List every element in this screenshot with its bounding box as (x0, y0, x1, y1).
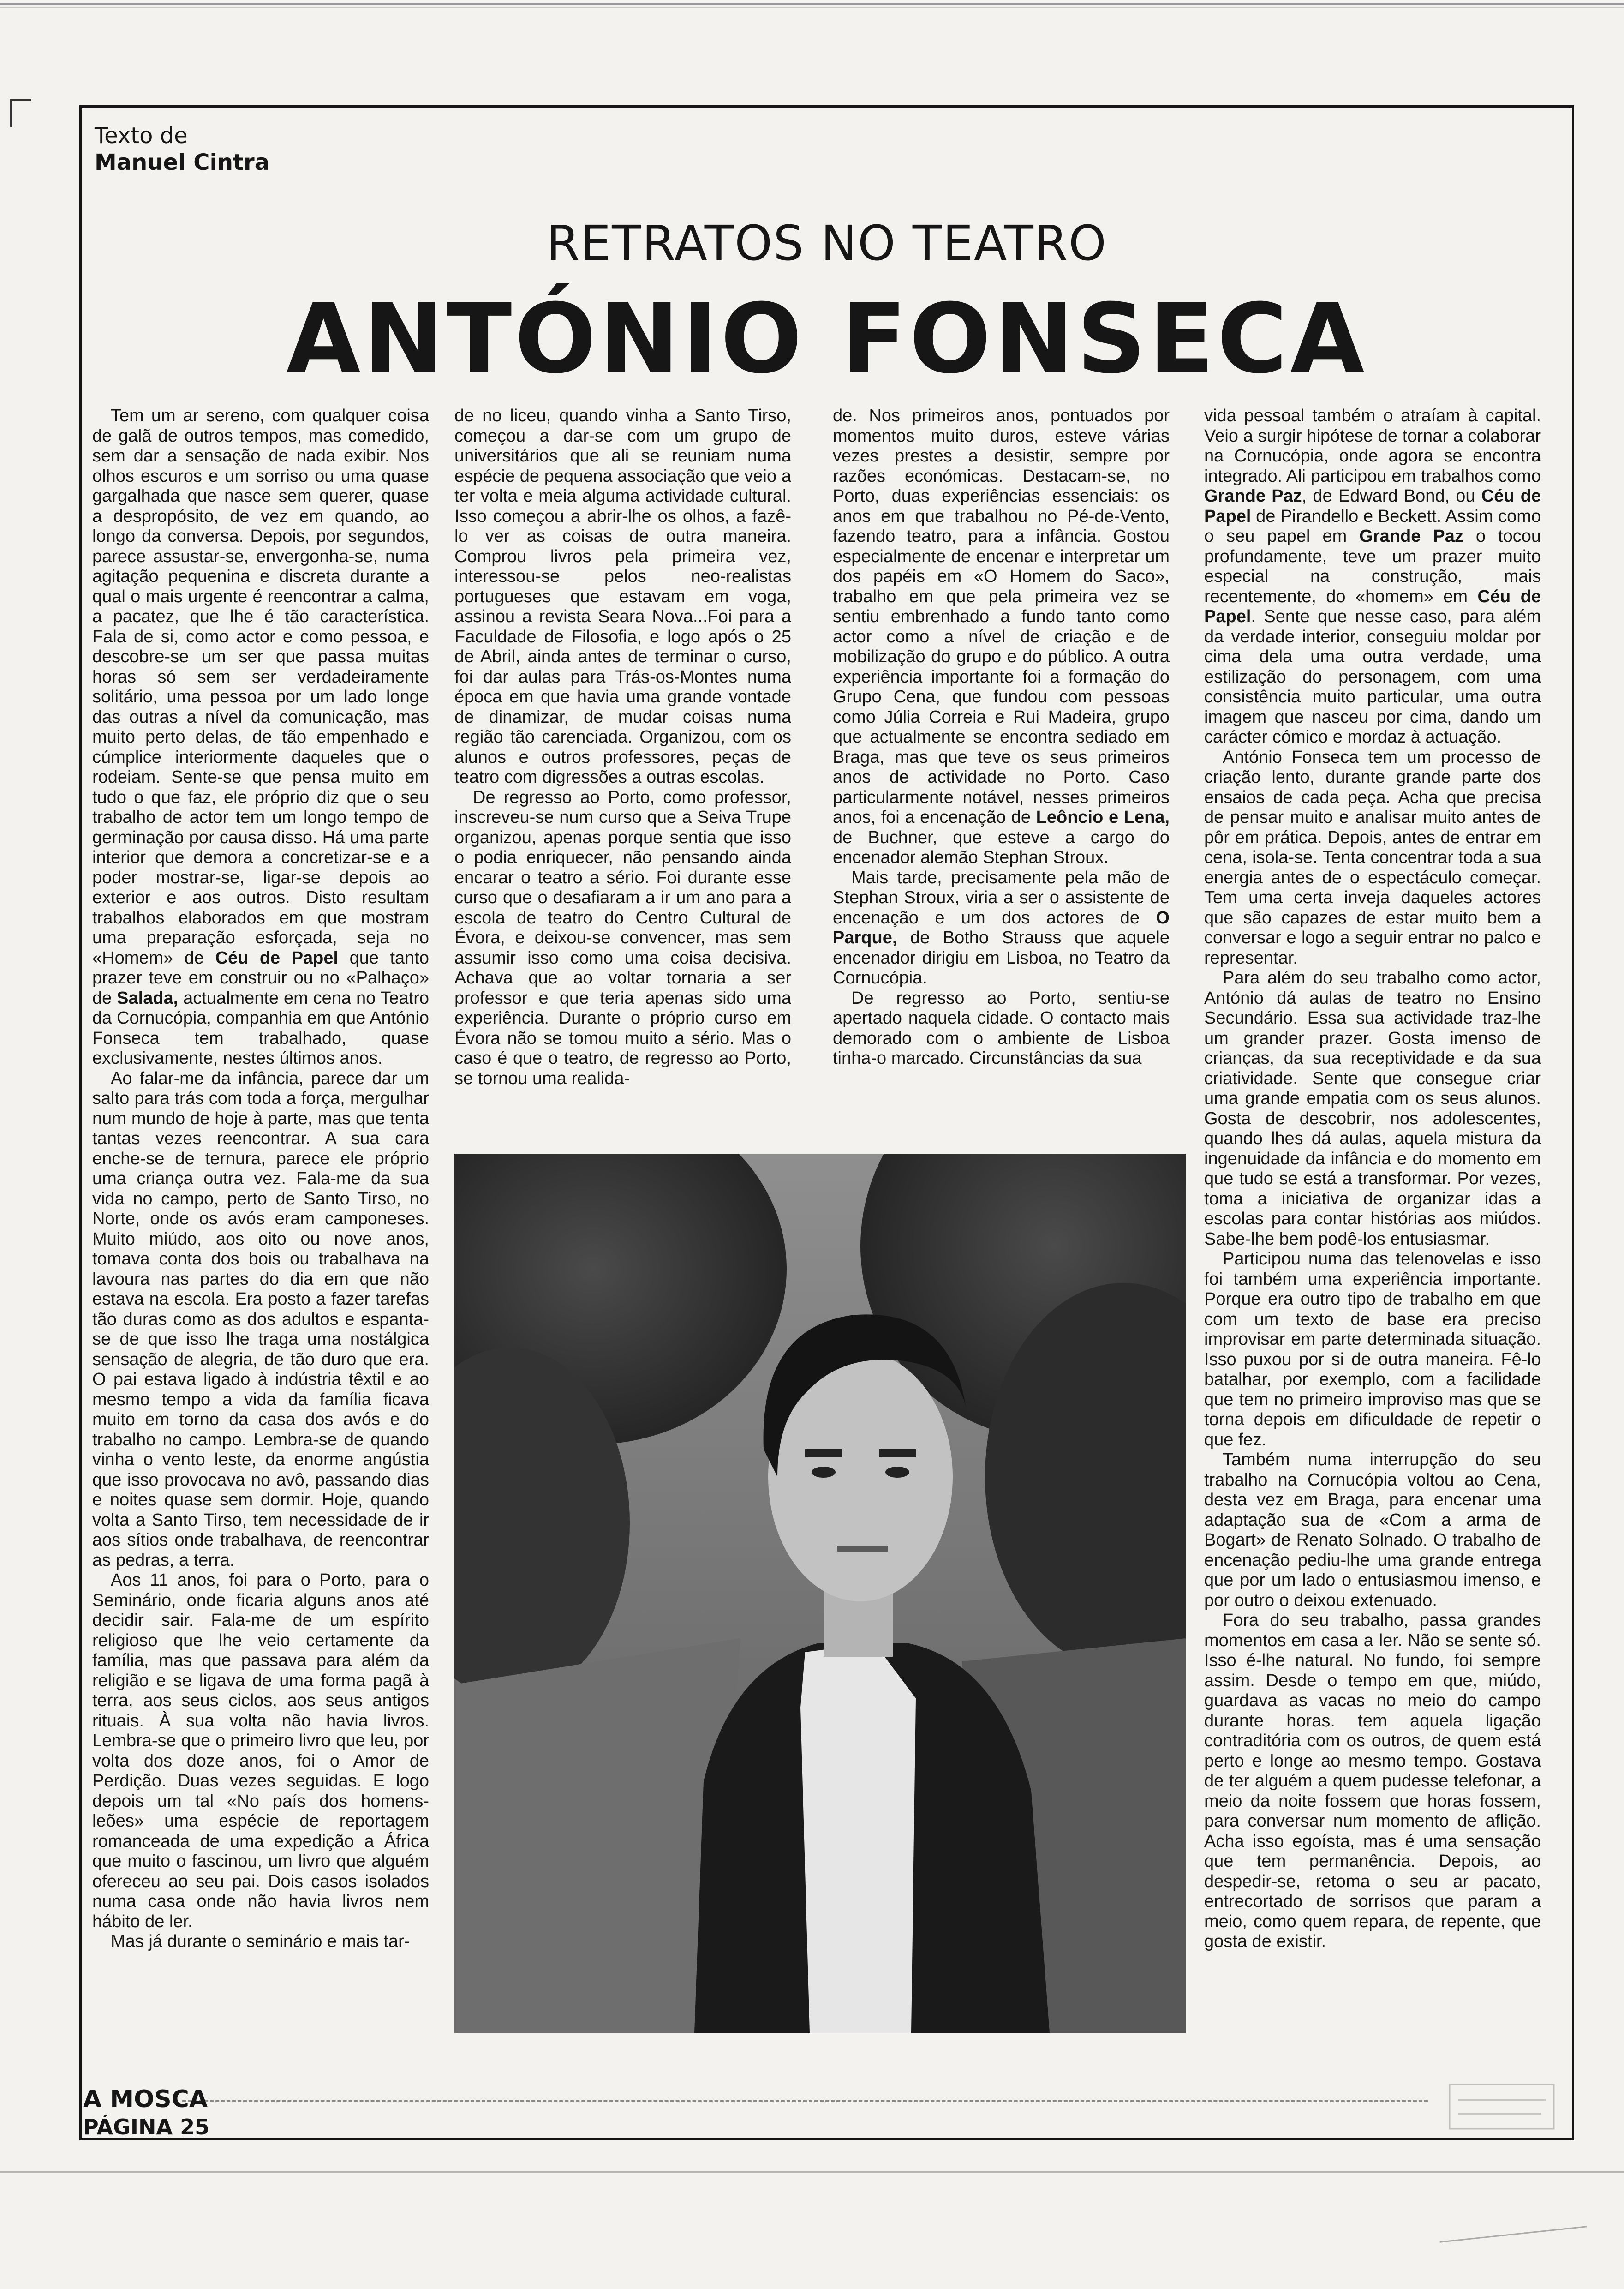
article-column-3 (833, 406, 1170, 1133)
article-paragraph: Para além do seu trabalho como actor, António dá aulas de teatro no Ensino Secundário. Essa sua actividade traz-lhe um grander prazer. Gosta imenso de crianças, da sua receptividade e da sua criatividade. Sente que consegue criar uma grande empatia com os seus alunos. Gosta de descobrir, nos adolescentes, quando lhes dá aulas, aquela mistura da ingenuidade da infância e do momento em que tudo se está a transformar. Por vezes, toma a iniciativa de organizar idas a escolas para contar histórias aos miúdos. Sabe-lhe bem podê-los entusiasmar. (1204, 968, 1541, 1249)
article-column-4 (1204, 406, 1541, 2033)
article-column-1 (92, 406, 429, 2033)
top-edge-rule-thin (0, 7, 1624, 8)
article-paragraph: Mas já durante o seminário e mais tar- (111, 1932, 410, 1951)
crop-mark-vertical (10, 99, 12, 127)
article-paragraph: Tem um ar sereno, com qualquer coisa de galã de outros tempos, mas comedido, sem dar a sensação de nada exibir. Nos olhos escuros e um sorriso ou uma quase gargalhada que nasce sem querer, quase a despropósito, de vez em quando, ao longo da conversa. Depois, por segundos, parece assustar-se, envergonha-se, numa agitação pequenina e discreta durante a qual o mais urgente é reencontrar a calma, a pacatez, que lhe é tão característica. Fala de si, como actor e como pessoa, e descobre-se um ser que passa muitas horas só sem ser verdadeiramente solitário, uma pessoa por um lado longe das outras a nível da comunicação, mas muito perto delas, de tão empenhado e cúmplice interiormente daqueles que o rodeiam. Sente-se que pensa muito em tudo o que faz, ele próprio diz que o seu trabalho de actor tem um longo tempo de germinação por causa disso. Há uma parte interior que demora a concretizar-se e a poder mostrar-se, ligar-se depois ao exterior e aos outros. Disto resultam trabalhos elaborados em que mostram uma preparação esforçada, seja no «Homem» de Céu de Papel que tanto prazer teve em construir ou no «Palhaço» de Salada, actualmente em cena no Teatro da Cornucópia, companhia em que António Fonseca tem trabalhado, quase exclusivamente, nestes últimos anos. (92, 406, 430, 1068)
archive-stamp (1449, 2084, 1555, 2130)
byline (95, 122, 269, 176)
article-column-2 (454, 406, 791, 1133)
byline-prefix: Texto de (95, 123, 188, 149)
article-paragraph: Participou numa das telenovelas e isso foi também uma experiência importante. Porque era outro tipo de trabalho em que com um texto de base era preciso improvisar em parte determinada situação. Isso puxou por si de outra maneira. Fê-lo batalhar, por exemplo, com a facilidade que tem no primeiro improviso mas que se torna depois em dificuldade de repetir o que fez. (1204, 1249, 1541, 1450)
article-paragraph: Ao falar-me da infância, parece dar um salto para trás com toda a força, mergulhar num mundo de hoje à parte, mas que tenta tantas vezes reencontrar. A sua cara enche-se de ternura, parece ele próprio uma criança outra vez. Fala-me da sua vida no campo, perto de Santo Tirso, no Norte, onde os avós eram camponeses. Muito miúdo, aos oito ou nove anos, tomava conta dos bois ou trabalhava na lavoura nas partes do dia em que não estava na escola. Era posto a fazer tarefas tão duras como as dos adultos e espanta-se de que isso lhe traga uma nostálgica sensação de alegria, de tão duro que era. O pai estava ligado à indústria têxtil e ao mesmo tempo a vida da família ficava muito em torno da casa dos avós e do trabalho no campo. Lembra-se de quando vinha o vento leste, da enorme angústia que isso provocava no avô, passando dias e noites quase sem dormir. Hoje, quando volta a Santo Tirso, tem necessidade de ir aos sítios onde trabalhava, de reencontrar as pedras, a terra. (92, 1068, 429, 1570)
article-paragraph: Mais tarde, precisamente pela mão de Stephan Stroux, viria a ser o assistente de encenação e um dos actores de O Parque, de Botho Strauss que aquele encenador dirigiu em Lisboa, no Teatro da Cornucópia. (833, 868, 1170, 988)
article-paragraph: Também numa interrupção do seu trabalho na Cornucópia voltou ao Cena, desta vez em Braga, para encenar uma adaptação sua de «Com a arma de Bogart» de Renato Solnado. O trabalho de encenação pediu-lhe uma grande entrega que por um lado o entusiasmou imenso, e por outro o deixou extenuado. (1204, 1450, 1541, 1610)
article-paragraph: de. Nos primeiros anos, pontuados por momentos muito duros, esteve várias vezes prestes a desistir, sempre por razões económicas. Destacam-se, no Porto, duas experiências essenciais: os anos em que trabalhou no Pé-de-Vento, fazendo teatro, para a infância. Gostou especialmente de encenar e interpretar um dos papéis em «O Homem do Saco», trabalho em que pela primeira vez se sentiu embrenhado a fundo tanto como actor como a nível de criação e de mobilização do grupo e do público. A outra experiência importante foi a formação do Grupo Cena, que fundou com pessoas como Júlia Correia e Rui Madeira, grupo que actualmente se encontra sediado em Braga, mas que teve os seus primeiros anos de actividade no Porto. Caso particularmente notável, nesses primeiros anos, foi a encenação de Leôncio e Lena, de Buchner, que esteve a cargo do encenador alemão Stephan Stroux. (833, 406, 1170, 867)
footer-dashed-rule (182, 2100, 1428, 2102)
article-paragraph: vida pessoal também o atraíam à capital. Veio a surgir hipótese de tornar a colaborar na Cornucópia, onde agora se encontra integrado. Ali participou em trabalhos como Grande Paz, de Edward Bond, ou Céu de Papel de Pirandello e Beckett. Assim como o seu papel em Grande Paz o tocou profundamente, teve um prazer muito especial na construção, mais recentemente, do «homem» em Céu de Papel. Sente que nesse caso, para além da verdade interior, conseguiu moldar por cima dela uma outra verdade, uma estilização do personagem, com uma consistência muito particular, uma outra imagem que nasceu por cima, dando um carácter cómico e mordaz à actuação. (1204, 406, 1541, 747)
top-edge-rule (0, 3, 1624, 5)
article-paragraph: De regresso ao Porto, como professor, inscreveu-se num curso que a Seiva Trupe organizou, apenas porque sentia que isso o podia enriquecer, não pensando ainda encarar o teatro a sério. Foi durante esse curso que o desafiaram a ir um ano para a escola de teatro do Centro Cultural de Évora, e deixou-se convencer, mas sem assumir isso como uma coisa decisiva. Achava que ao voltar tornaria a ser professor e que teria apenas sido uma experiência. Durante o próprio curso em Évora não se tomou muito a sério. Mas o caso é que o teatro, de regresso ao Porto, se tornou uma realida- (454, 787, 791, 1088)
bottom-scuff-mark (1440, 2226, 1587, 2242)
publication-name: A MOSCA (83, 2085, 208, 2113)
article-paragraph: António Fonseca tem um processo de criação lento, durante grande parte dos ensaios de cada peça. Acha que precisa de pensar muito e analisar muito antes de pôr em prática. Depois, antes de entrar em cena, isola-se. Tenta concentrar toda a sua energia antes de o espectáculo começar. Tem uma certa inveja daqueles actores que são capazes de estar muito bem a conversar e logo a seguir entrar no palco e representar. (1204, 747, 1541, 968)
byline-author: Manuel Cintra (95, 150, 270, 175)
crop-mark (10, 99, 31, 101)
portrait-photo (454, 1154, 1186, 2033)
section-title: RETRATOS NO TEATRO (546, 215, 1107, 271)
page-number: PÁGINA 25 (83, 2115, 210, 2139)
article-paragraph: de no liceu, quando vinha a Santo Tirso, começou a dar-se com um grupo de universitários que ali se reuniam numa espécie de pequena associação que veio a ter volta e meia alguma actividade cultural. Isso começou a abrir-lhe os olhos, a fazê-lo ver as coisas de outra maneira. Comprou livros pela primeira vez, interessou-se pelos neo-realistas portugueses que estavam em voga, assinou a revista Seara Nova...Foi para a Faculdade de Filosofia, e logo após o 25 de Abril, ainda antes de terminar o curso, foi dar aulas para Trás-os-Montes numa época em que havia uma grande vontade de dinamizar, de mudar coisas numa região tão carenciada. Organizou, com os alunos e outros professores, peças de teatro com digressões a outras escolas. (454, 406, 791, 787)
stamp-mark-icon (1449, 2084, 1555, 2130)
article-paragraph: De regresso ao Porto, sentiu-se apertado naquela cidade. O contacto mais demorado com o ambiente de Lisboa tinha-o marcado. Circunstâncias da sua (833, 988, 1170, 1068)
bottom-edge-rule (0, 2171, 1624, 2173)
article-paragraph: Fora do seu trabalho, passa grandes momentos em casa a ler. Não se sente só. Isso é-lhe natural. No fundo, foi sempre assim. Desde o tempo em que, miúdo, guardava as vacas no meio do campo durante horas. tem aquela ligação contraditória com os outros, de quem está perto e longe ao mesmo tempo. Gostava de ter alguém a quem pudesse telefonar, a meio da noite fossem que horas fossem, para conversar num momento de aflição. Acha isso egoísta, mas é uma sensação que tem permanência. Depois, ao despedir-se, retoma o seu ar pacato, entrecortado de sorrisos que param a meio, como quem repara, de repente, que gosta de existir. (1204, 1611, 1541, 1951)
article-title: ANTÓNIO FONSECA (286, 283, 1367, 395)
article-paragraph: Aos 11 anos, foi para o Porto, para o Seminário, onde ficaria alguns anos até decidir sair. Fala-me de um espírito religioso que lhe veio certamente da família, mas que passava para além da religião e se ligava de uma forma pagã à terra, aos seus ciclos, aos seus antigos rituais. À sua volta não havia livros. Lembra-se que o primeiro livro que leu, por volta dos doze anos, foi o Amor de Perdição. Duas vezes seguidas. E logo depois um tal «No país dos homens-leões» uma espécie de reportagem romanceada de uma expedição a África que muito o fascinou, um livro que alguém ofereceu ao seu pai. Dois casos isolados numa casa onde não havia livros nem hábito de ler. (92, 1570, 429, 1931)
portrait-illustration (454, 1154, 1186, 2033)
